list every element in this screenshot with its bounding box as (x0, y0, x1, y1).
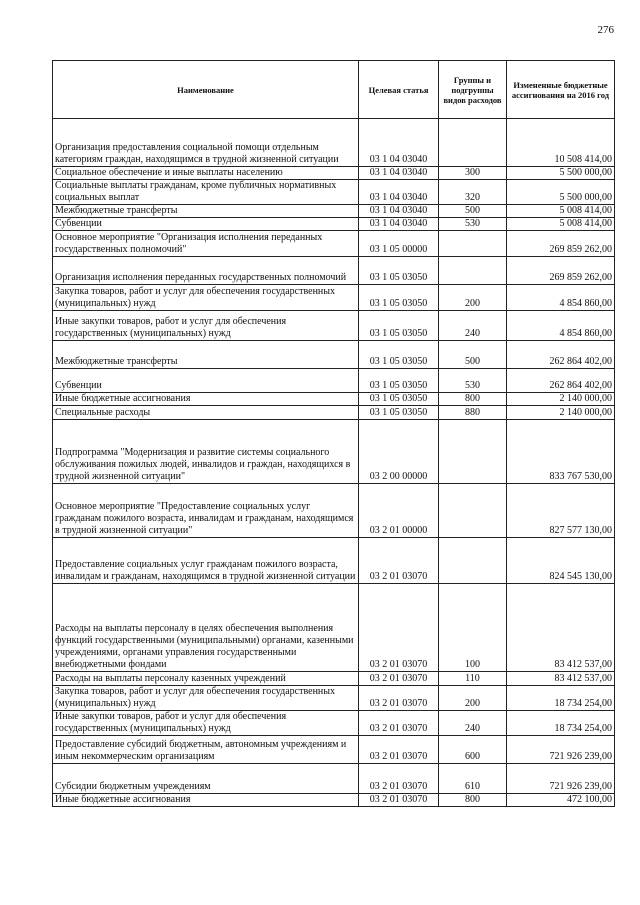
cell-code: 03 1 05 03050 (359, 406, 439, 420)
table-row (53, 686, 615, 711)
table-row (53, 538, 615, 584)
cell-amount: 18 734 254,00 (507, 711, 615, 736)
cell-amount: 824 545 130,00 (507, 538, 615, 584)
cell-group: 300 (439, 167, 507, 180)
cell-amount: 2 140 000,00 (507, 406, 615, 420)
cell-amount: 4 854 860,00 (507, 285, 615, 311)
table-row (53, 369, 615, 393)
cell-group: 530 (439, 218, 507, 231)
table-row (53, 180, 615, 205)
table-row (53, 341, 615, 369)
cell-code: 03 2 01 03070 (359, 584, 439, 672)
cell-name: Основное мероприятие "Предоставление социальных услуг гражданам пожилого возраста, инвалидам и гражданам, находящимся в трудной жизненной ситуации" (53, 484, 359, 538)
cell-group: 100 (439, 584, 507, 672)
cell-amount: 5 500 000,00 (507, 167, 615, 180)
cell-name: Основное мероприятие "Организация исполнения переданных государственных полномочий" (53, 231, 359, 257)
cell-amount: 18 734 254,00 (507, 686, 615, 711)
cell-group: 500 (439, 205, 507, 218)
header-name: Наименование (53, 61, 359, 119)
cell-group: 110 (439, 672, 507, 686)
header-group: Группы и подгруппы видов расходов (439, 61, 507, 119)
cell-code: 03 1 04 03040 (359, 205, 439, 218)
cell-code: 03 1 04 03040 (359, 180, 439, 205)
cell-amount: 5 008 414,00 (507, 218, 615, 231)
cell-amount: 5 500 000,00 (507, 180, 615, 205)
cell-name: Подпрограмма "Модернизация и развитие системы социального обслуживания пожилых людей, инвалидов и граждан, находящихся в трудной жизненной ситуации" (53, 420, 359, 484)
cell-group: 530 (439, 369, 507, 393)
cell-group: 200 (439, 285, 507, 311)
table-row (53, 672, 615, 686)
cell-group (439, 231, 507, 257)
table-row (53, 119, 615, 167)
page-number: 276 (597, 24, 614, 36)
cell-name: Социальное обеспечение и иные выплаты населению (53, 167, 359, 180)
cell-amount: 262 864 402,00 (507, 369, 615, 393)
cell-group: 880 (439, 406, 507, 420)
cell-group (439, 119, 507, 167)
header-amount: Измененные бюджетные ассигнования на 2016 год (507, 61, 615, 119)
table-row (53, 231, 615, 257)
cell-name: Иные закупки товаров, работ и услуг для обеспечения государственных (муниципальных) нужд (53, 311, 359, 341)
cell-code: 03 2 01 03070 (359, 686, 439, 711)
cell-name: Специальные расходы (53, 406, 359, 420)
cell-name: Расходы на выплаты персоналу казенных учреждений (53, 672, 359, 686)
cell-code: 03 2 01 03070 (359, 764, 439, 794)
cell-group (439, 257, 507, 285)
cell-name: Иные закупки товаров, работ и услуг для обеспечения государственных (муниципальных) нужд (53, 711, 359, 736)
cell-group: 500 (439, 341, 507, 369)
table-row (53, 257, 615, 285)
table-row (53, 406, 615, 420)
table-row (53, 218, 615, 231)
table-row (53, 167, 615, 180)
cell-name: Межбюджетные трансферты (53, 341, 359, 369)
cell-amount: 262 864 402,00 (507, 341, 615, 369)
cell-code: 03 2 01 03070 (359, 736, 439, 764)
budget-table (52, 60, 615, 807)
cell-code: 03 2 01 03070 (359, 672, 439, 686)
table-row (53, 764, 615, 794)
cell-code: 03 1 05 03050 (359, 285, 439, 311)
cell-amount: 472 100,00 (507, 794, 615, 807)
cell-name: Субвенции (53, 369, 359, 393)
cell-amount: 269 859 262,00 (507, 231, 615, 257)
cell-code: 03 1 05 00000 (359, 231, 439, 257)
cell-name: Субвенции (53, 218, 359, 231)
cell-code: 03 2 01 03070 (359, 711, 439, 736)
cell-code: 03 1 05 03050 (359, 257, 439, 285)
cell-group (439, 538, 507, 584)
cell-name: Иные бюджетные ассигнования (53, 393, 359, 406)
cell-amount: 269 859 262,00 (507, 257, 615, 285)
table-header-row (53, 61, 615, 119)
cell-amount: 83 412 537,00 (507, 672, 615, 686)
cell-name: Закупка товаров, работ и услуг для обеспечения государственных (муниципальных) нужд (53, 285, 359, 311)
table-row (53, 711, 615, 736)
table-row (53, 285, 615, 311)
cell-code: 03 1 05 03050 (359, 311, 439, 341)
cell-code: 03 1 04 03040 (359, 167, 439, 180)
table-row (53, 311, 615, 341)
cell-amount: 721 926 239,00 (507, 736, 615, 764)
header-code: Целевая статья (359, 61, 439, 119)
cell-code: 03 1 05 03050 (359, 341, 439, 369)
cell-code: 03 2 01 00000 (359, 484, 439, 538)
cell-group (439, 484, 507, 538)
cell-group: 800 (439, 393, 507, 406)
cell-code: 03 2 01 03070 (359, 794, 439, 807)
cell-name: Иные бюджетные ассигнования (53, 794, 359, 807)
table-row (53, 420, 615, 484)
cell-name: Расходы на выплаты персоналу в целях обеспечения выполнения функций государственными (муниципальными) органами, казенными учреждениями, органами управления государственными внебюджетными фондами (53, 584, 359, 672)
cell-name: Предоставление субсидий бюджетным, автономным учреждениям и иным некоммерческим организациям (53, 736, 359, 764)
table-row (53, 484, 615, 538)
cell-amount: 721 926 239,00 (507, 764, 615, 794)
cell-group: 610 (439, 764, 507, 794)
cell-group: 200 (439, 686, 507, 711)
cell-group: 600 (439, 736, 507, 764)
cell-code: 03 1 05 03050 (359, 393, 439, 406)
cell-code: 03 1 05 03050 (359, 369, 439, 393)
cell-code: 03 2 00 00000 (359, 420, 439, 484)
cell-group: 240 (439, 711, 507, 736)
cell-group (439, 420, 507, 484)
cell-amount: 5 008 414,00 (507, 205, 615, 218)
cell-code: 03 2 01 03070 (359, 538, 439, 584)
table-row (53, 205, 615, 218)
cell-amount: 2 140 000,00 (507, 393, 615, 406)
cell-amount: 833 767 530,00 (507, 420, 615, 484)
cell-name: Социальные выплаты гражданам, кроме публичных нормативных социальных выплат (53, 180, 359, 205)
cell-amount: 83 412 537,00 (507, 584, 615, 672)
cell-group: 240 (439, 311, 507, 341)
cell-amount: 827 577 130,00 (507, 484, 615, 538)
cell-name: Межбюджетные трансферты (53, 205, 359, 218)
cell-code: 03 1 04 03040 (359, 119, 439, 167)
cell-code: 03 1 04 03040 (359, 218, 439, 231)
cell-name: Субсидии бюджетным учреждениям (53, 764, 359, 794)
cell-amount: 4 854 860,00 (507, 311, 615, 341)
cell-name: Предоставление социальных услуг гражданам пожилого возраста, инвалидам и гражданам, находящимся в трудной жизненной ситуации (53, 538, 359, 584)
table-row (53, 393, 615, 406)
cell-name: Организация предоставления социальной помощи отдельным категориям граждан, находящимся в трудной жизненной ситуации (53, 119, 359, 167)
cell-group: 320 (439, 180, 507, 205)
cell-group: 800 (439, 794, 507, 807)
table-row (53, 736, 615, 764)
table-row (53, 794, 615, 807)
cell-amount: 10 508 414,00 (507, 119, 615, 167)
table-row (53, 584, 615, 672)
table-body (53, 119, 615, 807)
cell-name: Закупка товаров, работ и услуг для обеспечения государственных (муниципальных) нужд (53, 686, 359, 711)
cell-name: Организация исполнения переданных государственных полномочий (53, 257, 359, 285)
